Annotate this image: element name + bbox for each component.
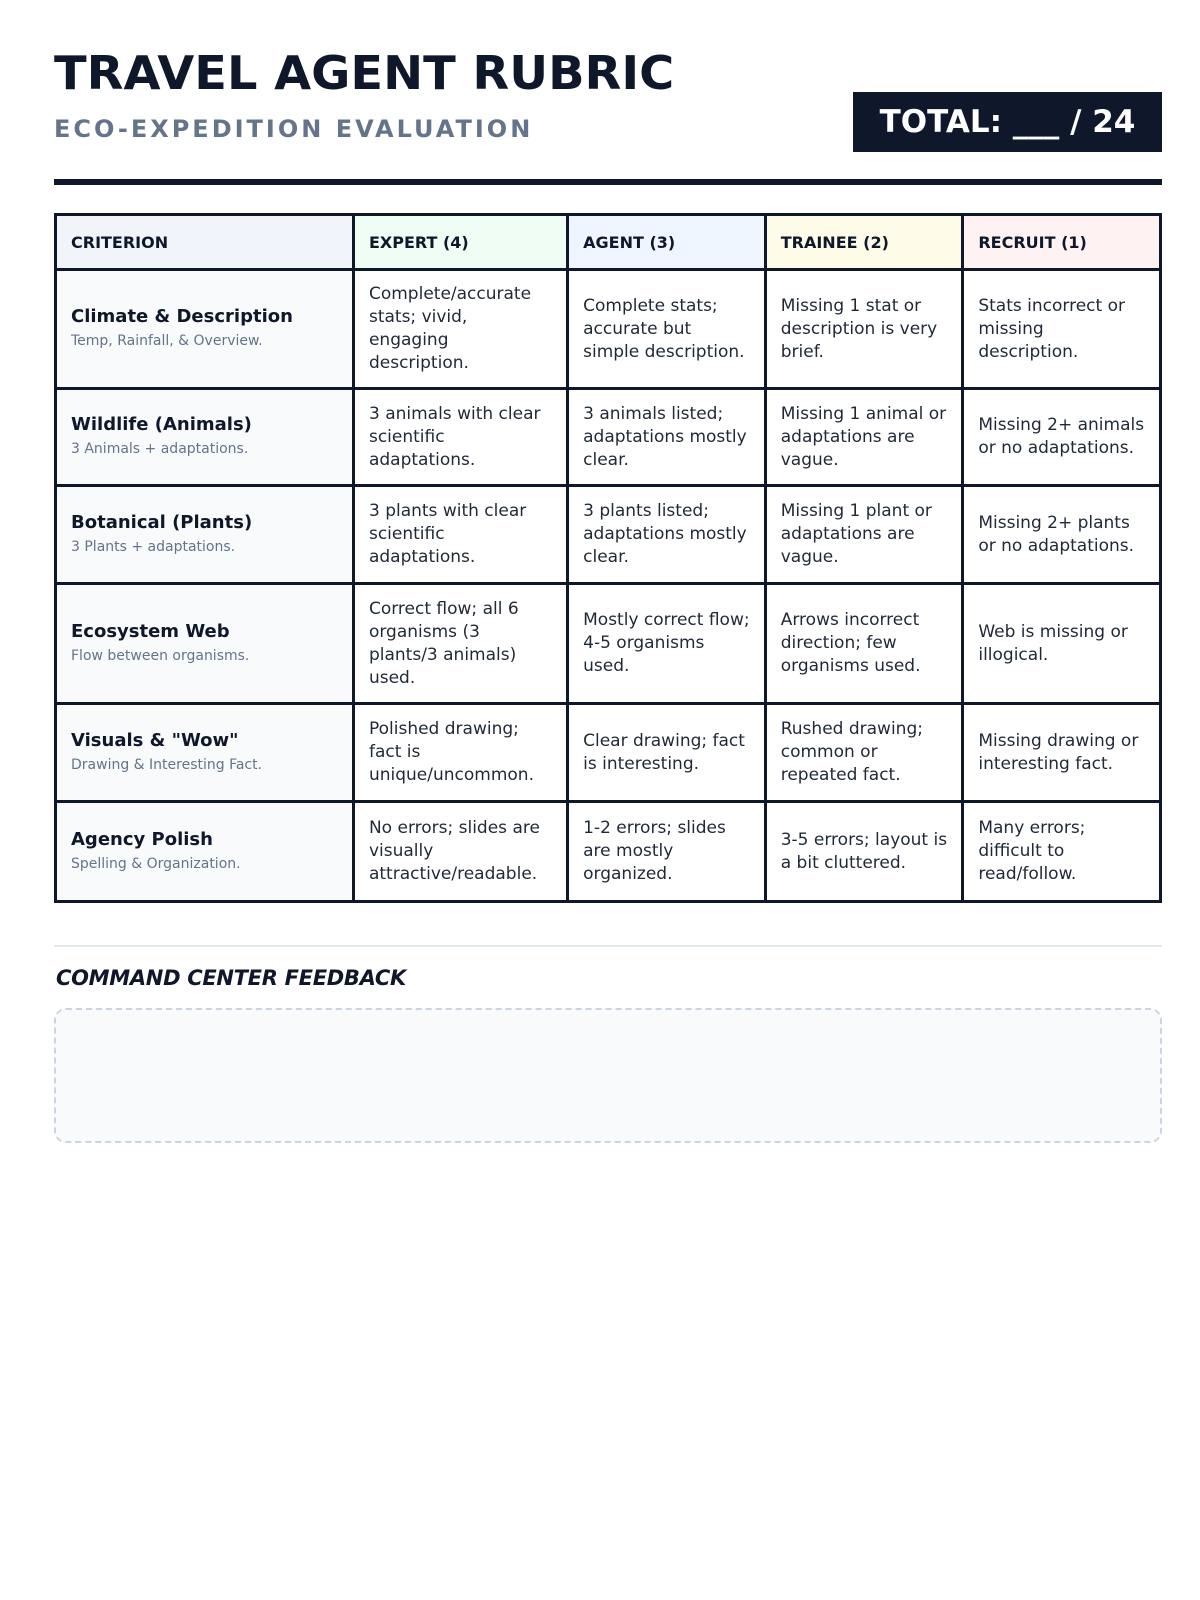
- table-header-row: [56, 215, 1161, 270]
- page-title: TRAVEL AGENT RUBRIC: [54, 46, 675, 100]
- score-cell-expert: 3 plants with clear scientific adaptations.: [353, 486, 567, 584]
- table-row-botanical: [56, 486, 1161, 584]
- score-cell-trainee: Arrows incorrect direction; few organisms used.: [765, 584, 963, 704]
- criterion-cell: [56, 389, 354, 486]
- rubric-page: [54, 0, 1160, 990]
- criterion-cell: [56, 584, 354, 704]
- criterion-name: Botanical (Plants): [71, 511, 253, 533]
- score-cell-recruit: Missing 2+ plants or no adaptations.: [963, 486, 1161, 584]
- score-cell-recruit: Web is missing or illogical.: [963, 584, 1161, 704]
- score-cell-recruit: Stats incorrect or missing description.: [963, 270, 1161, 389]
- score-cell-recruit: Missing drawing or interesting fact.: [963, 704, 1161, 802]
- criterion-description: 3 Animals + adaptations.: [71, 441, 249, 457]
- criterion-description: Temp, Rainfall, & Overview.: [71, 333, 263, 349]
- table-row-wildlife: [56, 389, 1161, 486]
- criterion-name: Wildlife (Animals): [71, 414, 252, 435]
- criterion-name: Climate & Description: [71, 306, 293, 327]
- total-score-box: TOTAL: ___ / 24: [853, 92, 1162, 152]
- criterion-description: Flow between organisms.: [71, 647, 250, 664]
- score-cell-trainee: Missing 1 animal or adaptations are vague.: [765, 389, 963, 486]
- table-row-climate: [56, 270, 1161, 389]
- score-cell-agent: 1-2 errors; slides are mostly organized.: [568, 802, 766, 902]
- rubric-table: [54, 213, 1162, 903]
- header: [54, 0, 1160, 190]
- feedback-title: COMMAND CENTER FEEDBACK: [56, 966, 406, 990]
- criterion-description: Drawing & Interesting Fact.: [71, 756, 263, 773]
- page-subtitle: ECO-EXPEDITION EVALUATION: [54, 115, 534, 143]
- feedback-box[interactable]: [54, 1008, 1162, 1143]
- column-header-trainee: TRAINEE (2): [765, 215, 963, 270]
- table-row-ecosystem: [56, 584, 1161, 704]
- score-cell-agent: Clear drawing; fact is interesting.: [568, 704, 766, 802]
- score-cell-expert: 3 animals with clear scientific adaptations.: [353, 389, 567, 486]
- criterion-cell: [56, 270, 354, 389]
- score-cell-trainee: Missing 1 plant or adaptations are vague.: [765, 486, 963, 584]
- score-cell-trainee: Missing 1 stat or description is very brief.: [765, 270, 963, 389]
- criterion-name: Agency Polish: [71, 828, 213, 850]
- criterion-description: 3 Plants + adaptations.: [71, 538, 236, 555]
- criterion-cell: [56, 486, 354, 584]
- score-cell-trainee: 3-5 errors; layout is a bit cluttered.: [765, 802, 963, 902]
- column-header-expert: EXPERT (4): [353, 215, 567, 270]
- score-cell-expert: Correct flow; all 6 organisms (3 plants/3 animals) used.: [353, 584, 567, 704]
- score-cell-agent: 3 animals listed; adaptations mostly clear.: [568, 389, 766, 486]
- score-cell-agent: Mostly correct flow; 4-5 organisms used.: [568, 584, 766, 704]
- score-cell-expert: Polished drawing; fact is unique/uncommon.: [353, 704, 567, 802]
- criterion-name: Ecosystem Web: [71, 620, 230, 642]
- score-cell-recruit: Many errors; difficult to read/follow.: [963, 802, 1161, 902]
- criterion-name: Visuals & "Wow": [71, 729, 239, 751]
- feedback-divider: [54, 945, 1162, 947]
- score-cell-recruit: Missing 2+ animals or no adaptations.: [963, 389, 1161, 486]
- score-cell-trainee: Rushed drawing; common or repeated fact.: [765, 704, 963, 802]
- score-cell-agent: Complete stats; accurate but simple description.: [568, 270, 766, 389]
- criterion-cell: [56, 802, 354, 902]
- table-row-visuals: [56, 704, 1161, 802]
- column-header-recruit: RECRUIT (1): [963, 215, 1161, 270]
- table-row-polish: [56, 802, 1161, 902]
- score-cell-agent: 3 plants listed; adaptations mostly clear.: [568, 486, 766, 584]
- column-header-criterion: CRITERION: [56, 215, 354, 270]
- score-cell-expert: No errors; slides are visually attractive/readable.: [353, 802, 567, 902]
- header-divider: [54, 179, 1162, 185]
- score-cell-expert: Complete/accurate stats; vivid, engaging description.: [353, 270, 567, 389]
- criterion-cell: [56, 704, 354, 802]
- column-header-agent: AGENT (3): [568, 215, 766, 270]
- criterion-description: Spelling & Organization.: [71, 855, 241, 872]
